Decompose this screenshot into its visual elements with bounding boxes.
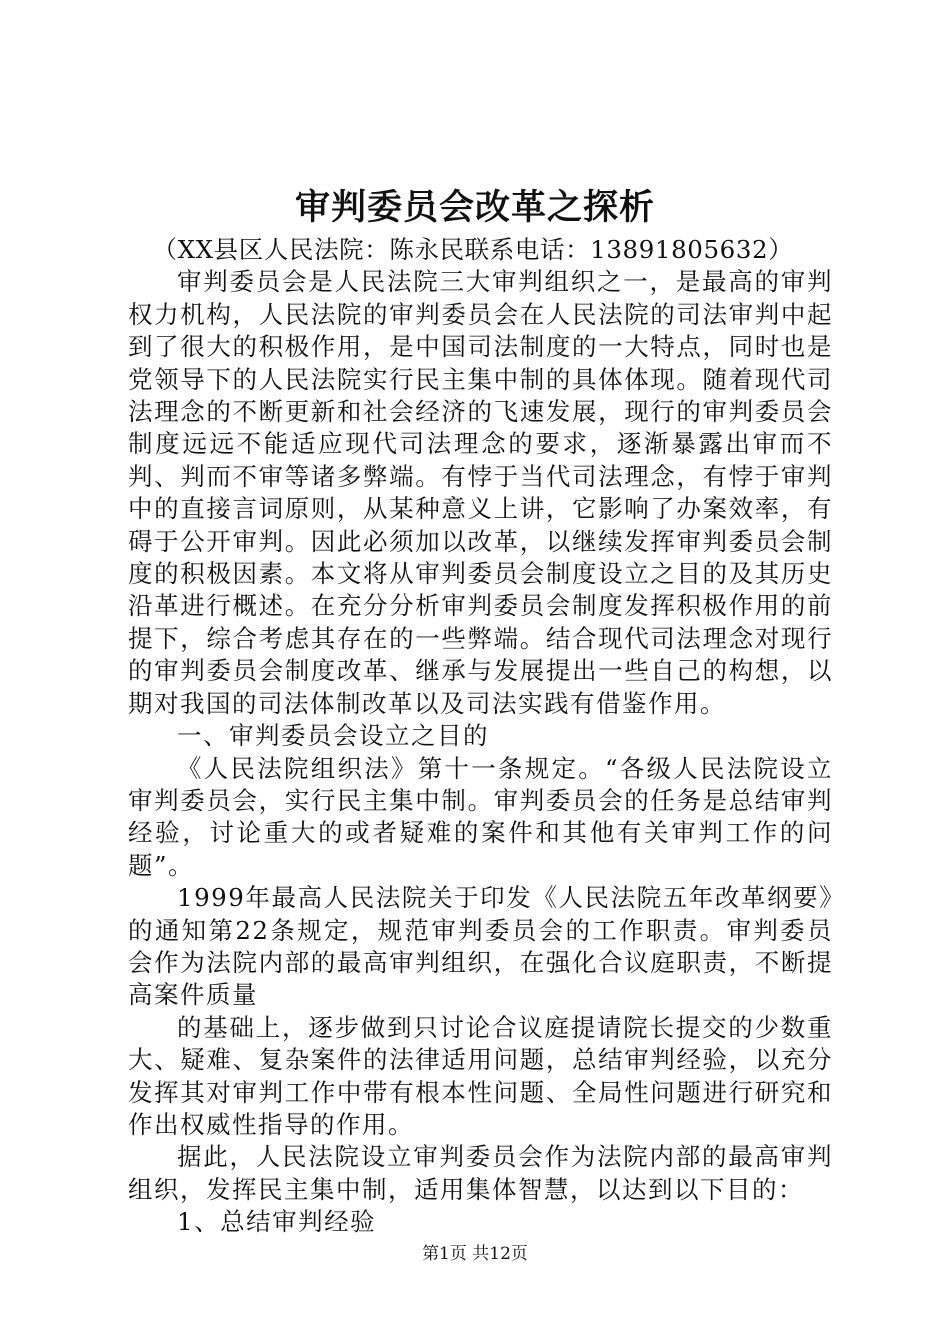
paragraph-purpose: 据此，人民法院设立审判委员会作为法院内部的最高审判组织，发挥民主集中制，适用集体智慧，以达到以下目的： bbox=[128, 1142, 833, 1204]
paragraph-law-quote: 《人民法院组织法》第十一条规定。“各级人民法院设立审判委员会，实行民主集中制。审判委员会的任务是总结审判经验，讨论重大的或者疑难的案件和其他有关审判工作的问题”。 bbox=[128, 753, 833, 880]
list-item-heading: 1、总结审判经验 bbox=[177, 1207, 377, 1237]
paragraph-reform-outline: 1999年最高人民法院关于印发《人民法院五年改革纲要》的通知第22条规定，规范审判委员会的工作职责。审判委员会作为法院内部的最高审判组织，在强化合议庭职责，不断提高案件质量 bbox=[128, 883, 833, 1010]
paragraph-continuation: 的基础上，逐步做到只讨论合议庭提请院长提交的少数重大、疑难、复杂案件的法律适用问题，总结审判经验，以充分发挥其对审判工作中带有根本性问题、全局性问题进行研究和作出权威性指导的作用。 bbox=[128, 1012, 833, 1139]
paragraph-intro: 审判委员会是人民法院三大审判组织之一，是最高的审判权力机构，人民法院的审判委员会在人民法院的司法审判中起到了很大的积极作用，是中国司法制度的一大特点，同时也是党领导下的人民法院实行民主集中制的具体体现。随着现代司法理念的不断更新和社会经济的飞速发展，现行的审判委员会制度远远不能适应现代司法理念的要求，逐渐暴露出审而不判、判而不审等诸多弊端。有悖于当代司法理念，有悖于审判中的直接言词原则，从某种意义上讲，它影响了办案效率，有碍于公开审判。因此必须加以改革，以继续发挥审判委员会制度的积极因素。本文将从审判委员会制度设立之目的及其历史沿革进行概述。在充分分析审判委员会制度发挥积极作用的前提下，综合考虑其存在的一些弊端。结合现代司法理念对现行的审判委员会制度改革、继承与发展提出一些自己的构想，以期对我国的司法体制改革以及司法实践有借鉴作用。 bbox=[128, 267, 833, 718]
document-title: 审判委员会改革之探析 bbox=[294, 187, 655, 228]
document-body bbox=[128, 234, 833, 1239]
section-heading: 一、审判委员会设立之目的 bbox=[177, 721, 489, 751]
page-footer: 第1页 共12页 bbox=[422, 1244, 528, 1264]
author-info: （XX县区人民法院：陈永民联系电话：13891805632） bbox=[152, 235, 794, 264]
